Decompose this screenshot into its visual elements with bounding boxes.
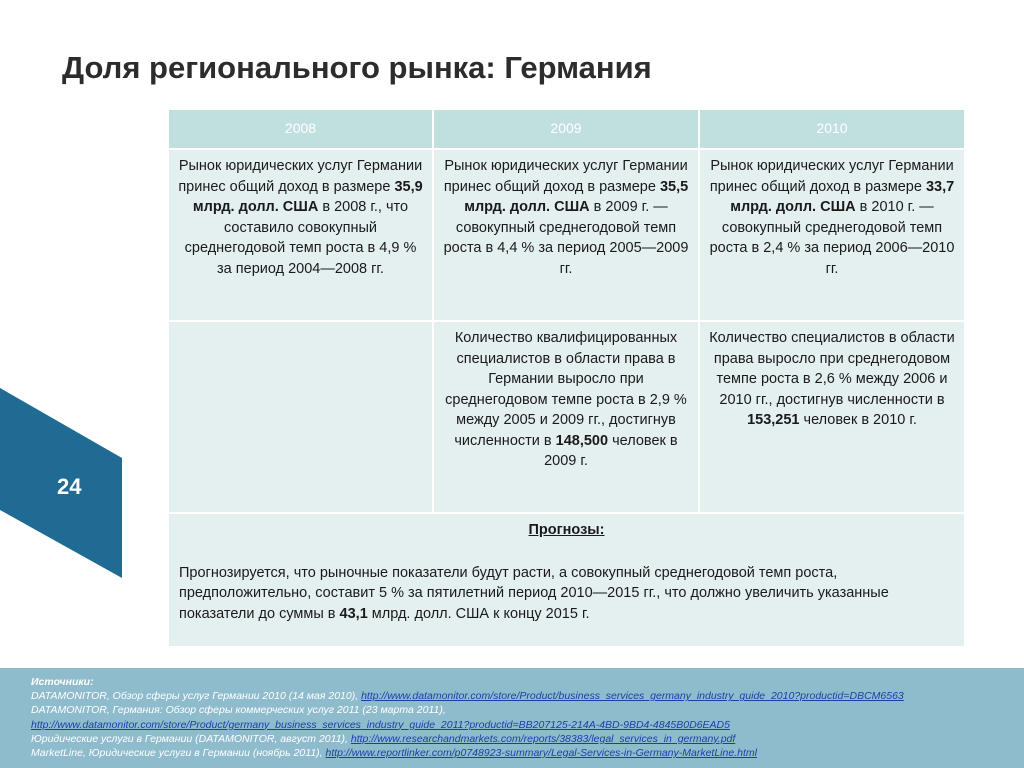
page-number: 24	[57, 474, 82, 499]
source-link-1[interactable]: http://www.datamonitor.com/store/Product/business_services_germany_industry_guide_2010?productid=DBCM6563	[361, 690, 904, 703]
forecast-title: Прогнозы:	[528, 522, 605, 538]
year-header-2009: 2009	[433, 109, 699, 149]
specialists-cell-2009: Количество квалифицированных специалистов в области права в Германии выросло при среднегодовом темпе роста в 2,9 % между 2005 и 2009 гг., достигнув численности в 148,500 человек в 2009 г.	[433, 321, 699, 513]
sources-footer	[0, 668, 1024, 768]
forecast-row	[168, 513, 965, 647]
table-row	[168, 321, 965, 513]
sources-label: Источники:	[31, 676, 94, 688]
revenue-cell-2010: Рынок юридических услуг Германии принес общий доход в размере 33,7 млрд. долл. США в 2010 г. — совокупный среднегодовой темп роста в 2,4 % за период 2006—2010 гг.	[699, 149, 965, 321]
year-header-2008: 2008	[168, 109, 433, 149]
source-line-2: DATAMONITOR, Германия: Обзор сферы коммерческих услуг 2011 (23 марта 2011),	[31, 704, 446, 717]
source-line-1: DATAMONITOR, Обзор сферы услуг Германии 2010 (14 мая 2010), http://www.datamonitor.com/store/Product/business_services_germany_industry_guide_2010?productid=DBCM6563	[31, 690, 904, 703]
forecast-cell	[168, 513, 965, 647]
revenue-cell-2008: Рынок юридических услуг Германии принес общий доход в размере 35,9 млрд. долл. США в 2008 г., что составило совокупный среднегодовой темп роста в 4,9 % за период 2004—2008 гг.	[168, 149, 433, 321]
revenue-cell-2009: Рынок юридических услуг Германии принес общий доход в размере 35,5 млрд. долл. США в 2009 г. — совокупный среднегодовой темп роста в 4,4 % за период 2005—2009 гг.	[433, 149, 699, 321]
source-line-4: Юридические услуги в Германии (DATAMONITOR, август 2011), http://www.researchandmarkets.com/reports/38383/legal_services_in_germany.pdf	[31, 732, 736, 745]
year-header-2010: 2010	[699, 109, 965, 149]
source-link-2[interactable]: http://www.datamonitor.com/store/Product/germany_business_services_industry_guide_2011?productid=BB207125-214A-4BD-9BD4-4845B0D6EAD5	[31, 718, 730, 731]
table-row	[168, 149, 965, 321]
specialists-cell-2010: Количество специалистов в области права выросло при среднегодовом темпе роста в 2,6 % между 2006 и 2010 гг., достигнув численности в 153,251 человек в 2010 г.	[699, 321, 965, 513]
market-table	[167, 108, 966, 648]
forecast-text: Прогнозируется, что рыночные показатели будут расти, а совокупный среднегодовой темп роста, предположительно, составит 5 % за пятилетний период 2010—2015 гг., что должно увеличить указанные показатели до суммы в 43,1 млрд. долл. США к концу 2015 г.	[179, 564, 889, 622]
source-link-3[interactable]: http://www.researchandmarkets.com/reports/38383/legal_services_in_germany.pdf	[350, 732, 736, 745]
source-line-5: MarketLine, Юридические услуги в Германии (ноябрь 2011), http://www.reportlinker.com/p0748923-summary/Legal-Services-in-Germany-MarketLine.html	[31, 747, 757, 760]
table-header-row	[168, 109, 965, 149]
source-link-4[interactable]: http://www.reportlinker.com/p0748923-summary/Legal-Services-in-Germany-MarketLine.html	[325, 747, 757, 760]
empty-cell-2008	[168, 321, 433, 513]
source-line-3	[31, 718, 1024, 732]
page-title: Доля регионального рынка: Германия	[62, 50, 652, 85]
